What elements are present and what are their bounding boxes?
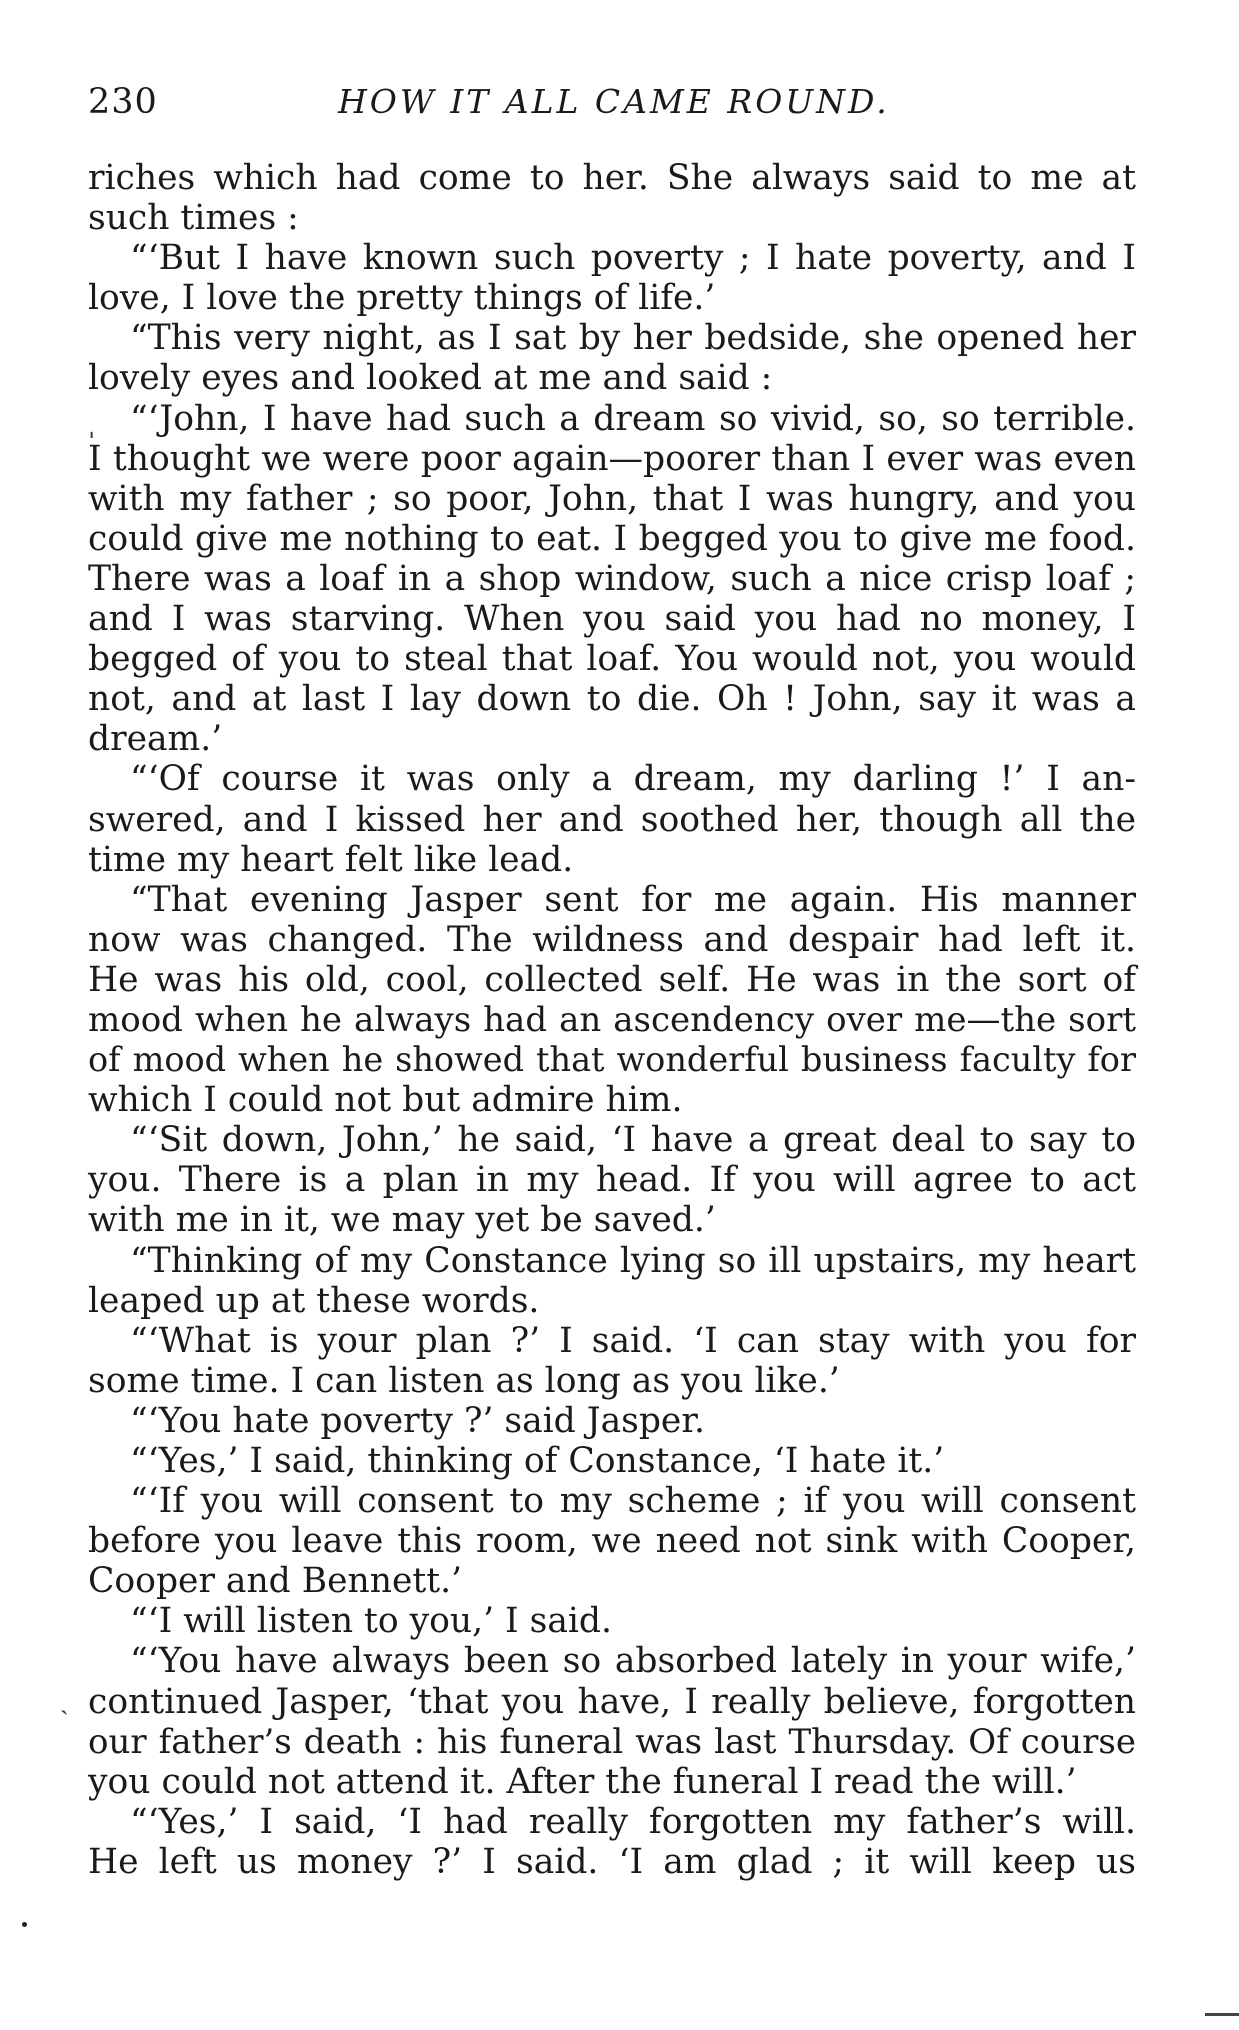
text-line: with me in it, we may yet be saved.’ <box>88 1200 716 1241</box>
page-number: 230 <box>88 82 158 122</box>
text-line: “This very night, as I sat by her bedside, she opened her <box>130 318 1136 359</box>
text-line: before you leave this room, we need not sink with Cooper, <box>88 1521 1136 1562</box>
text-line: continued Jasper, ‘that you have, I really believe, forgotten <box>88 1681 1136 1722</box>
text-line: begged of you to steal that loaf. You would not, you would <box>88 639 1136 680</box>
text-line: such times : <box>88 198 299 239</box>
text-line: lovely eyes and looked at me and said : <box>88 358 773 399</box>
text-line: “That evening Jasper sent for me again. His manner <box>130 879 1136 920</box>
text-line: “‘If you will consent to my scheme ; if you will consent <box>130 1481 1136 1522</box>
text-line: “‘You have always been so absorbed lately in your wife,’ <box>130 1641 1136 1682</box>
running-title: HOW IT ALL CAME ROUND. <box>338 82 890 121</box>
text-line: not, and at last I lay down to die. Oh ! John, say it was a <box>88 679 1136 720</box>
text-line: dream.’ <box>88 719 223 760</box>
text-line: some time. I can listen as long as you like.’ <box>88 1360 840 1401</box>
text-line: “‘Yes,’ I said, thinking of Constance, ‘I hate it.’ <box>130 1441 945 1481</box>
text-line: now was changed. The wildness and despair had left it. <box>88 919 1136 960</box>
text-line: you could not attend it. After the funeral I read the will.’ <box>88 1761 1077 1802</box>
text-line: “‘But I have known such poverty ; I hate poverty, and I <box>130 238 1136 279</box>
text-line: and I was starving. When you said you had no money, I <box>88 599 1136 640</box>
margin-mark: ˌ <box>88 412 96 442</box>
text-line: He was his old, cool, collected self. He was in the sort of <box>88 959 1136 1000</box>
margin-mark: ˏ <box>60 1686 69 1716</box>
text-line: you. There is a plan in my head. If you will agree to act <box>88 1160 1136 1201</box>
text-line: riches which had come to her. She always said to me at <box>88 158 1136 198</box>
text-line: swered, and I kissed her and soothed her, though all the <box>88 799 1136 840</box>
text-line: “‘John, I have had such a dream so vivid, so, so terrible. <box>130 398 1136 439</box>
ink-speck <box>22 1922 27 1927</box>
text-line: “‘Of course it was only a dream, my darling !’ I an- <box>130 759 1136 800</box>
text-line: could give me nothing to eat. I begged you to give me food. <box>88 518 1136 559</box>
text-line: “‘I will listen to you,’ I said. <box>130 1601 612 1642</box>
text-line: of mood when he showed that wonderful business faculty for <box>88 1040 1136 1080</box>
text-line: leaped up at these words. <box>88 1280 540 1321</box>
text-line: “‘Yes,’ I said, ‘I had really forgotten my father’s will. <box>130 1801 1136 1842</box>
text-line: He left us money ?’ I said. ‘I am glad ; it will keep us <box>88 1841 1136 1882</box>
text-line: Cooper and Bennett.’ <box>88 1561 463 1602</box>
page-edge-mark <box>1205 2013 1239 2016</box>
text-line: love, I love the pretty things of life.’ <box>88 278 716 319</box>
text-line: with my father ; so poor, John, that I was hungry, and you <box>88 478 1136 519</box>
text-line: mood when he always had an ascendency over me—the sort <box>88 999 1136 1040</box>
body-text <box>88 158 1136 1882</box>
text-line: “‘Sit down, John,’ he said, ‘I have a great deal to say to <box>130 1120 1136 1161</box>
text-line: time my heart felt like lead. <box>88 839 574 880</box>
text-line: which I could not but admire him. <box>88 1080 683 1121</box>
text-line: There was a loaf in a shop window, such a nice crisp loaf ; <box>88 558 1136 599</box>
text-line: “Thinking of my Constance lying so ill upstairs, my heart <box>130 1240 1136 1281</box>
text-line: “‘What is your plan ?’ I said. ‘I can stay with you for <box>130 1320 1136 1361</box>
text-line: I thought we were poor again—poorer than I ever was even <box>88 438 1136 479</box>
text-line: “‘You hate poverty ?’ said Jasper. <box>130 1400 706 1441</box>
text-line: our father’s death : his funeral was last Thursday. Of course <box>88 1721 1136 1762</box>
page-header <box>88 82 1138 132</box>
